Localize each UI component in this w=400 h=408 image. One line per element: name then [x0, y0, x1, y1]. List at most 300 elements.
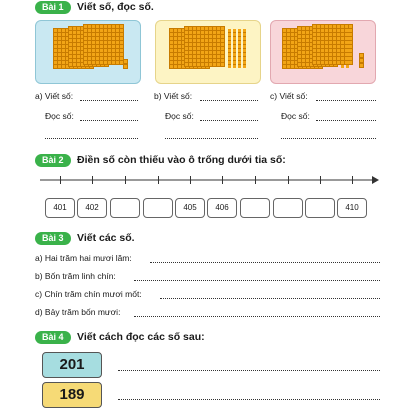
cube-cell: [178, 37, 181, 40]
cube-cell: [104, 29, 107, 32]
bai1-read-a: Đọc số:: [45, 111, 74, 121]
cube-cell: [92, 41, 95, 44]
cube-cell: [96, 37, 99, 40]
cube-cell: [174, 33, 177, 36]
cube-cell: [283, 29, 286, 32]
cube-cell: [170, 65, 173, 68]
cube-cell: [313, 33, 316, 36]
cube-cell: [84, 29, 87, 32]
cube-cell: [174, 41, 177, 44]
cube-cell: [213, 39, 216, 42]
cube-cell: [100, 29, 103, 32]
answer-line[interactable]: [150, 262, 380, 263]
cube-cell: [116, 45, 119, 48]
cube-cell: [100, 61, 103, 64]
cube-cell: [317, 25, 320, 28]
answer-line[interactable]: [80, 100, 138, 101]
cube-cell: [317, 49, 320, 52]
cube-cell: [108, 45, 111, 48]
number-line-tick: [222, 176, 223, 184]
cube-cell: [73, 31, 76, 34]
number-line-tick: [92, 176, 93, 184]
cube-cell: [108, 49, 111, 52]
cube-cell: [345, 25, 348, 28]
cube-cell: [221, 35, 224, 38]
cube-cell: [221, 47, 224, 50]
cube-cell: [221, 51, 224, 54]
number-card: 201: [42, 352, 102, 378]
ten-rod: [238, 29, 241, 68]
unit-cube: [360, 54, 363, 57]
ten-rod: [243, 29, 246, 68]
cube-cell: [108, 41, 111, 44]
cube-cell: [313, 25, 316, 28]
cube-cell: [209, 35, 212, 38]
cube-cell: [178, 41, 181, 44]
cube-cell: [112, 45, 115, 48]
cube-cell: [174, 61, 177, 64]
cube-cell: [317, 61, 320, 64]
cube-cell: [54, 37, 57, 40]
cube-cell: [174, 57, 177, 60]
cube-cell: [58, 49, 61, 52]
cube-cell: [287, 65, 290, 68]
number-card: 189: [42, 382, 102, 408]
cube-cell: [213, 31, 216, 34]
cube-cell: [205, 27, 208, 30]
cube-cell: [185, 51, 188, 54]
cube-cell: [104, 25, 107, 28]
cube-cell: [88, 29, 91, 32]
cube-cell: [96, 45, 99, 48]
cube-cell: [217, 31, 220, 34]
cube-cell: [100, 33, 103, 36]
cube-cell: [189, 31, 192, 34]
cube-cell: [306, 55, 309, 58]
cube-cell: [108, 25, 111, 28]
cube-cell: [193, 47, 196, 50]
cube-cell: [197, 35, 200, 38]
cube-cell: [73, 35, 76, 38]
cube-cell: [337, 53, 340, 56]
cube-cell: [88, 49, 91, 52]
cube-cell: [77, 59, 80, 62]
cube-cell: [84, 57, 87, 60]
cube-cell: [291, 65, 294, 68]
cube-cell: [170, 45, 173, 48]
cube-cell: [58, 45, 61, 48]
cube-cell: [69, 63, 72, 66]
cube-cell: [77, 31, 80, 34]
cube-cell: [213, 51, 216, 54]
cube-cell: [197, 27, 200, 30]
cube-cell: [349, 41, 352, 44]
cube-cell: [120, 45, 123, 48]
cube-cell: [333, 25, 336, 28]
cube-cell: [84, 25, 87, 28]
cube-cell: [174, 49, 177, 52]
cube-cell: [313, 29, 316, 32]
cube-cell: [291, 37, 294, 40]
blocks-panel-c: [270, 20, 376, 84]
cube-cell: [313, 37, 316, 40]
number-line-tick: [125, 176, 126, 184]
cube-cell: [329, 41, 332, 44]
cube-cell: [341, 25, 344, 28]
cube-cell: [333, 49, 336, 52]
cube-cell: [205, 63, 208, 66]
answer-line[interactable]: [80, 120, 138, 121]
answer-line[interactable]: [134, 316, 380, 317]
cube-cell: [77, 51, 80, 54]
cube-cell: [193, 27, 196, 30]
number-box-empty[interactable]: [240, 198, 270, 218]
cube-cell: [116, 41, 119, 44]
cube-cell: [205, 47, 208, 50]
cube-cell: [174, 37, 177, 40]
cube-cell: [54, 57, 57, 60]
cube-cell: [349, 25, 352, 28]
cube-cell: [313, 45, 316, 48]
cube-cell: [54, 61, 57, 64]
cube-cell: [73, 39, 76, 42]
cube-cell: [197, 43, 200, 46]
number-box-empty[interactable]: [110, 198, 140, 218]
cube-cell: [178, 49, 181, 52]
cube-cell: [298, 63, 301, 66]
cube-cell: [170, 49, 173, 52]
cube-cell: [58, 57, 61, 60]
cube-cell: [209, 55, 212, 58]
cube-cell: [58, 65, 61, 68]
cube-cell: [193, 59, 196, 62]
cube-cell: [298, 43, 301, 46]
cube-cell: [193, 63, 196, 66]
cube-cell: [221, 39, 224, 42]
answer-line[interactable]: [165, 138, 258, 139]
bai3-title: Viết các số.: [77, 232, 135, 244]
cube-cell: [283, 57, 286, 60]
cube-cell: [201, 51, 204, 54]
cube-cell: [96, 33, 99, 36]
cube-cell: [178, 29, 181, 32]
cube-cell: [313, 57, 316, 60]
cube-cell: [329, 53, 332, 56]
cube-cell: [337, 33, 340, 36]
answer-line[interactable]: [45, 138, 138, 139]
cube-cell: [321, 57, 324, 60]
cube-cell: [317, 53, 320, 56]
cube-cell: [120, 61, 123, 64]
cube-cell: [100, 45, 103, 48]
cube-cell: [302, 39, 305, 42]
cube-cell: [298, 59, 301, 62]
cube-cell: [291, 61, 294, 64]
cube-cell: [329, 61, 332, 64]
cube-cell: [201, 55, 204, 58]
bai3-item-b: b) Bốn trăm linh chín:: [35, 271, 116, 281]
cube-cell: [337, 29, 340, 32]
cube-cell: [329, 37, 332, 40]
ten-rod: [341, 29, 344, 68]
cube-cell: [170, 29, 173, 32]
cube-cell: [306, 63, 309, 66]
cube-cell: [333, 29, 336, 32]
cube-cell: [317, 45, 320, 48]
cube-cell: [69, 47, 72, 50]
number-box-empty[interactable]: [143, 198, 173, 218]
cube-cell: [217, 39, 220, 42]
cube-cell: [302, 31, 305, 34]
cube-cell: [174, 65, 177, 68]
cube-cell: [325, 41, 328, 44]
cube-cell: [88, 45, 91, 48]
cube-cell: [108, 37, 111, 40]
cube-cell: [58, 41, 61, 44]
cube-cell: [333, 41, 336, 44]
answer-line[interactable]: [200, 100, 258, 101]
cube-cell: [217, 35, 220, 38]
cube-cell: [116, 33, 119, 36]
cube-cell: [189, 59, 192, 62]
cube-cell: [178, 61, 181, 64]
cube-cell: [185, 43, 188, 46]
bai4-badge: Bài 4: [35, 331, 71, 344]
cube-cell: [88, 33, 91, 36]
cube-cell: [321, 45, 324, 48]
cube-cell: [189, 35, 192, 38]
cube-cell: [209, 43, 212, 46]
cube-cell: [287, 37, 290, 40]
cube-cell: [92, 45, 95, 48]
answer-line[interactable]: [160, 298, 380, 299]
cube-cell: [77, 43, 80, 46]
number-line-tick: [352, 176, 353, 184]
cube-cell: [349, 37, 352, 40]
cube-cell: [283, 61, 286, 64]
cube-cell: [329, 29, 332, 32]
bai4-title: Viết cách đọc các số sau:: [77, 331, 205, 343]
cube-cell: [317, 29, 320, 32]
cube-cell: [189, 39, 192, 42]
cube-cell: [283, 45, 286, 48]
cube-cell: [209, 63, 212, 66]
cube-cell: [96, 25, 99, 28]
cube-cell: [120, 37, 123, 40]
cube-cell: [73, 43, 76, 46]
cube-cell: [193, 55, 196, 58]
cube-cell: [77, 47, 80, 50]
cube-cell: [306, 27, 309, 30]
cube-cell: [349, 53, 352, 56]
cube-cell: [193, 35, 196, 38]
cube-cell: [189, 55, 192, 58]
cube-cell: [201, 39, 204, 42]
cube-cell: [291, 33, 294, 36]
cube-cell: [205, 39, 208, 42]
answer-line[interactable]: [134, 280, 380, 281]
cube-cell: [77, 27, 80, 30]
cube-cell: [287, 57, 290, 60]
cube-cell: [178, 57, 181, 60]
cube-cell: [69, 55, 72, 58]
cube-cell: [96, 57, 99, 60]
cube-cell: [116, 29, 119, 32]
cube-cell: [92, 61, 95, 64]
cube-cell: [302, 43, 305, 46]
cube-cell: [287, 29, 290, 32]
cube-cell: [298, 47, 301, 50]
cube-cell: [197, 31, 200, 34]
answer-line[interactable]: [118, 370, 380, 371]
cube-cell: [92, 57, 95, 60]
cube-cell: [333, 37, 336, 40]
cube-cell: [298, 31, 301, 34]
cube-cell: [185, 63, 188, 66]
cube-cell: [54, 45, 57, 48]
cube-cell: [329, 33, 332, 36]
cube-cell: [337, 57, 340, 60]
cube-cell: [321, 33, 324, 36]
number-box-empty[interactable]: [273, 198, 303, 218]
cube-cell: [178, 45, 181, 48]
hundred-block: [84, 25, 123, 64]
cube-cell: [104, 45, 107, 48]
cube-cell: [209, 59, 212, 62]
cube-cell: [325, 57, 328, 60]
cube-cell: [321, 41, 324, 44]
cube-cell: [287, 61, 290, 64]
cube-cell: [189, 27, 192, 30]
cube-cell: [337, 49, 340, 52]
cube-cell: [69, 51, 72, 54]
cube-cell: [197, 47, 200, 50]
hundred-block: [185, 27, 224, 66]
cube-cell: [193, 39, 196, 42]
cube-cell: [112, 61, 115, 64]
bai1-title: Viết số, đọc số.: [77, 1, 154, 13]
answer-line[interactable]: [200, 120, 258, 121]
cube-cell: [120, 57, 123, 60]
bai1-read-c: Đọc số:: [281, 111, 310, 121]
cube-cell: [337, 41, 340, 44]
cube-cell: [120, 53, 123, 56]
cube-cell: [88, 37, 91, 40]
cube-cell: [185, 31, 188, 34]
cube-cell: [213, 55, 216, 58]
cube-cell: [329, 45, 332, 48]
cube-cell: [54, 49, 57, 52]
cube-cell: [201, 59, 204, 62]
cube-cell: [170, 37, 173, 40]
cube-cell: [108, 29, 111, 32]
cube-cell: [62, 29, 65, 32]
cube-cell: [209, 39, 212, 42]
cube-cell: [116, 61, 119, 64]
cube-cell: [213, 27, 216, 30]
cube-cell: [174, 53, 177, 56]
answer-line[interactable]: [316, 100, 376, 101]
cube-cell: [298, 35, 301, 38]
cube-cell: [170, 61, 173, 64]
cube-cell: [174, 29, 177, 32]
cube-cell: [217, 59, 220, 62]
cube-cell: [112, 37, 115, 40]
cube-cell: [287, 53, 290, 56]
number-box: 410: [337, 198, 367, 218]
cube-cell: [73, 51, 76, 54]
cube-cell: [178, 33, 181, 36]
cube-cell: [116, 37, 119, 40]
cube-cell: [317, 41, 320, 44]
cube-cell: [221, 55, 224, 58]
cube-cell: [287, 41, 290, 44]
blocks-panel-b: [155, 20, 261, 84]
cube-cell: [337, 37, 340, 40]
cube-cell: [337, 25, 340, 28]
cube-cell: [287, 45, 290, 48]
cube-cell: [62, 57, 65, 60]
cube-cell: [197, 51, 200, 54]
cube-cell: [96, 53, 99, 56]
cube-cell: [193, 31, 196, 34]
cube-cell: [221, 59, 224, 62]
cube-cell: [88, 61, 91, 64]
cube-cell: [84, 33, 87, 36]
cube-cell: [120, 41, 123, 44]
cube-cell: [185, 47, 188, 50]
cube-cell: [170, 33, 173, 36]
cube-cell: [217, 55, 220, 58]
cube-cell: [283, 49, 286, 52]
cube-cell: [291, 45, 294, 48]
cube-cell: [217, 43, 220, 46]
cube-cell: [116, 53, 119, 56]
cube-cell: [84, 49, 87, 52]
cube-cell: [100, 41, 103, 44]
cube-cell: [197, 55, 200, 58]
cube-cell: [283, 37, 286, 40]
cube-cell: [120, 33, 123, 36]
cube-cell: [213, 59, 216, 62]
cube-cell: [88, 25, 91, 28]
bai2-title: Điền số còn thiếu vào ô trống dưới tia số:: [77, 154, 286, 166]
cube-cell: [69, 27, 72, 30]
number-box: 405: [175, 198, 205, 218]
cube-cell: [321, 61, 324, 64]
cube-cell: [112, 29, 115, 32]
cube-cell: [58, 29, 61, 32]
cube-cell: [313, 53, 316, 56]
cube-cell: [108, 57, 111, 60]
cube-cell: [185, 35, 188, 38]
cube-cell: [84, 41, 87, 44]
answer-line[interactable]: [281, 138, 376, 139]
cube-cell: [321, 37, 324, 40]
cube-cell: [58, 53, 61, 56]
cube-cell: [100, 37, 103, 40]
number-box-empty[interactable]: [305, 198, 335, 218]
answer-line[interactable]: [316, 120, 376, 121]
cube-cell: [349, 45, 352, 48]
cube-cell: [302, 51, 305, 54]
number-line: [40, 174, 380, 188]
bai3-badge: Bài 3: [35, 232, 71, 245]
cube-cell: [54, 29, 57, 32]
cube-cell: [302, 55, 305, 58]
cube-cell: [325, 61, 328, 64]
cube-cell: [189, 47, 192, 50]
